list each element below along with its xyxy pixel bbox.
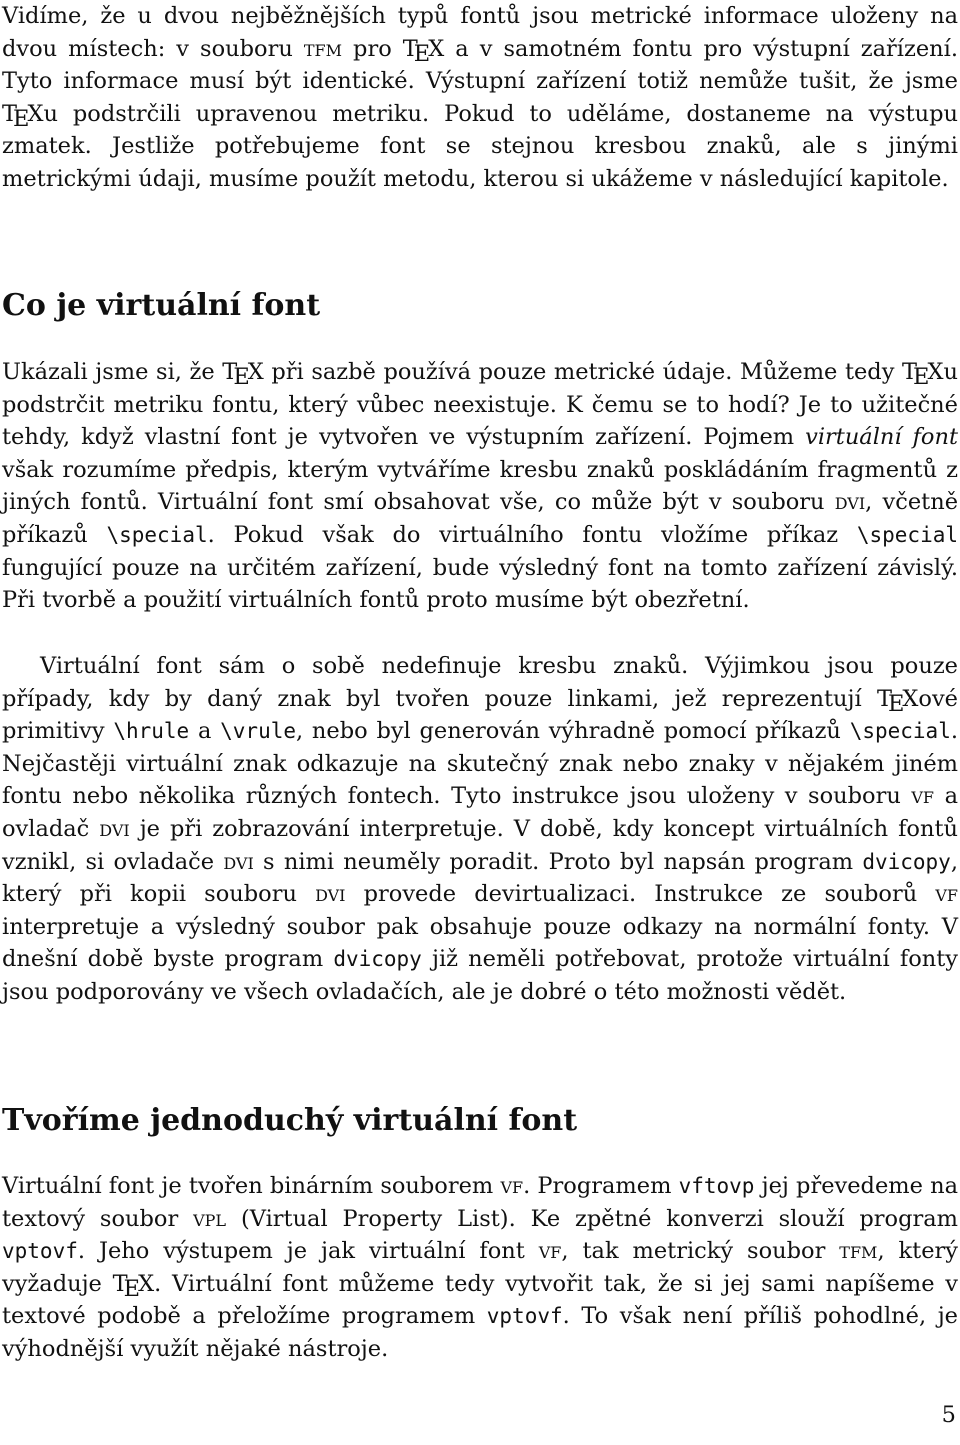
term-vf: vf [500,1173,524,1199]
term-vpl: vpl [193,1205,227,1232]
code-hrule: \hrule [113,719,190,744]
code-dvicopy: dvicopy [862,849,951,874]
paragraph-creating-virtual-font: Virtuální font je tvořen binárním souborem vf. Programem vftovp jej převedeme na textový soubor vpl (Virtual Property List). Ke zpětné konverzi slouží program vptovf. Jeho výstupem je jak virtuální font vf, tak metrický soubor tfm, který vyžaduje TEX. Virtuální font můžeme tedy vytvořit tak, že si jej sami napíšeme v textové podobě a přeložíme programem vptovf. To však není příliš pohodlné, je výhodnější využít nějaké nástroje. [2,1173,959,1362]
tex-logo: TEX [2,100,44,132]
code-special: \special [849,719,951,744]
term-tfm: tfm [303,35,343,62]
code-vrule: \vrule [220,719,296,744]
term-vf: vf [538,1238,562,1265]
term-dvi: dvi [99,815,130,842]
page-number: 5 [941,1402,956,1428]
term-dvi: dvi [315,881,346,908]
code-vftovp: vftovp [678,1174,755,1198]
term-dvi: dvi [834,489,866,516]
tex-logo: TEX [402,35,445,67]
paragraph-virtual-font-details: Virtuální font sám o sobě nedefinuje kresbu znaků. Výjimkou jsou pouze případy, kdy by daný znak byl tvořen pouze linkami, jež reprezentují TEXové primitivy \hrule a \vrule, nebo byl generován výhradně pomocí příkazů \special. Nejčastěji virtuální znak odkazuje na skutečný znak nebo znaky v nějakém jiném fontu nebo několika různých fontech. Tyto instrukce jsou uloženy v souboru vf a ovladač dvi je při zobrazování interpretuje. V době, kdy koncept virtuálních fontů vznikl, si ovladače dvi s nimi neuměly poradit. Proto byl napsán program dvicopy, který při kopii souboru dvi provede devirtualizaci. Instrukce ze souborů vf interpretuje a výsledný soubor pak obsahuje pouze odkazy na normální fonty. V dnešní době byste program dvicopy již neměli potřebovat, protože virtuální fonty jsou podporovány ve všech ovladačích, ale je dobré o této možnosti vědět. [2,653,959,1005]
code-special: \special [106,522,208,547]
tex-logo: TEX [876,685,919,717]
term-tfm: tfm [839,1238,878,1265]
code-vptovf: vptovf [2,1239,78,1264]
tex-logo: TEX [222,359,264,390]
tex-logo: TEX [902,359,944,390]
tex-logo: TEX [112,1270,155,1302]
term-virtual-font: virtuální font [805,424,958,451]
section-heading-virtual-font: Co je virtuální font [2,288,321,323]
code-special: \special [856,522,959,547]
term-dvi: dvi [223,848,254,875]
term-vf: vf [911,783,935,810]
paragraph-intro: Vidíme, že u dvou nejběžnějších typů fontů jsou metrické informace uloženy na dvou místech: v souboru tfm pro TEX a v samotném fontu pro výstupní zařízení. Tyto informace musí být identické. Výstupní zařízení totiž nemůže tušit, že jsme TEXu podstrčili upravenou metriku. Pokud to uděláme, dostaneme na výstupu zmatek. Jestliže potřebujeme font se stejnou kresbou znaků, ale s jinými metrickými údaji, musíme použít metodu, kterou si ukážeme v následující kapitole. [2,3,959,192]
code-dvicopy: dvicopy [333,947,422,972]
paragraph-what-is-virtual-font: Ukázali jsme si, že TEX při sazbě používá pouze metrické údaje. Můžeme tedy TEXu podstrčit metriku fontu, který vůbec neexistuje. K čemu se to hodí? Je to užitečné tehdy, když vlastní font je vytvořen ve výstupním zařízení. Pojmem virtuální font však rozumíme předpis, kterým vytváříme kresbu znaků poskládáním fragmentů z jiných fontů. Virtuální font smí obsahovat vše, co může být v souboru dvi, včetně příkazů \special. Pokud však do virtuálního fontu vložíme příkaz \special fungující pouze na určitém zařízení, bude výsledný font na tomto zařízení závislý. Při tvorbě a použití virtuálních fontů proto musíme být obezřetní. [2,359,959,614]
code-vptovf: vptovf [486,1304,563,1329]
section-heading-simple-virtual-font: Tvoříme jednoduchý virtuální font [2,1103,578,1138]
term-vf: vf [935,881,959,908]
